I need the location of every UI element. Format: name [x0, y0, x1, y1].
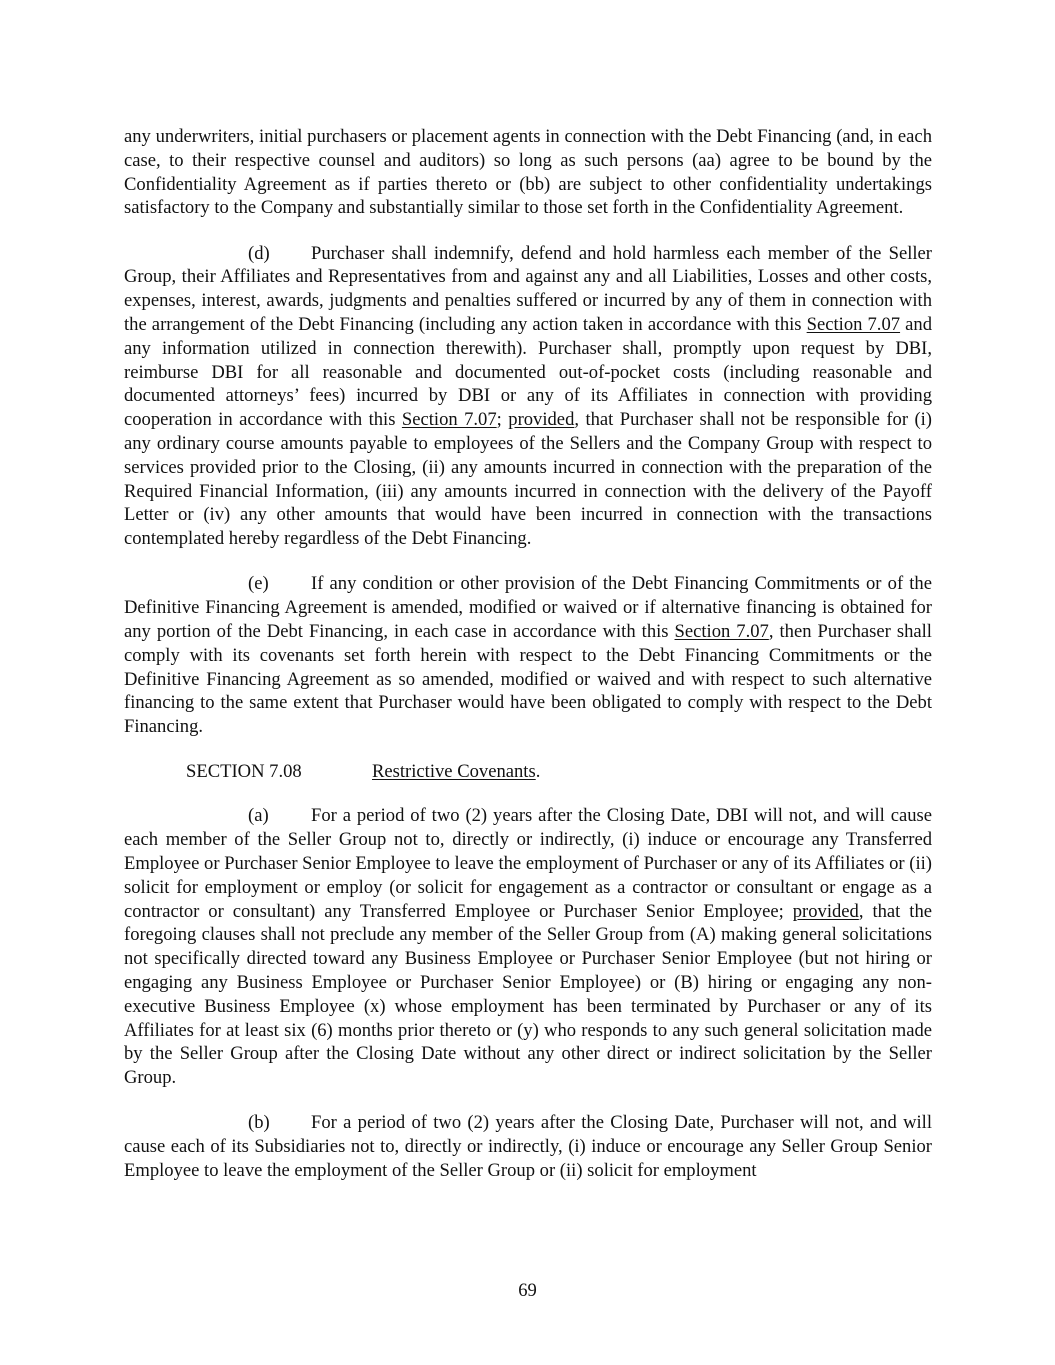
- section-title: Restrictive Covenants: [372, 761, 536, 783]
- paragraph-text: and any information utilized in connection therewith). Purchaser shall, promptly upon request by DBI, reimburse DBI for all reasonable and documented out-of-pocket costs (including reasonable and documented attorneys’ fees) incurred by DBI or any of its Affiliates in connection with providing cooperation in accordance with this: [124, 313, 933, 431]
- paragraph-text: ;: [496, 409, 509, 431]
- section-number: SECTION 7.08: [186, 761, 302, 783]
- paragraph-label: (b): [248, 1112, 270, 1134]
- paragraph-text: For a period of two (2) years after the Closing Date, DBI will not, and will cause each member of the Seller Group not to, directly or indirectly, (i) induce or encourage any Transferred Employee or Purchaser Senior Employee to leave the employment of Purchaser or any of its Affiliates or (ii) solicit for employment or employ (or solicit for engagement as a contractor or consultant or engage as a contractor or consultant) any Transferred Employee or Purchaser Senior Employee;: [124, 805, 932, 922]
- cross-reference: Section 7.07: [806, 313, 901, 335]
- paragraph-continuation: [124, 125, 932, 220]
- cross-reference: provided: [792, 900, 859, 922]
- cross-reference: Section 7.07: [674, 620, 769, 642]
- section-heading: [124, 760, 932, 784]
- paragraph-a: [124, 804, 932, 1090]
- paragraph-label: (e): [248, 573, 269, 595]
- paragraph-text: any underwriters, initial purchasers or placement agents in connection with the Debt Financing (and, in each case, to their respective counsel and auditors) so long as such persons (aa) agree to be bound by the Confidentiality Agreement as if parties thereto or (bb) are subject to other confidentiality undertakings satisfactory to the Company and substantially similar to those set forth in the Confidentiality Agreement.: [124, 126, 932, 219]
- paragraph-group-7-07: [124, 125, 932, 739]
- paragraph-text: , then Purchaser shall comply with its covenants set forth herein with respect to the Debt Financing Commitments or the Definitive Financing Agreement as so amended, modified or waived and with respect to such alternative financing to the same extent that Purchaser would have been obligated to comply with respect to the Debt Financing.: [124, 620, 932, 738]
- paragraph-b: [124, 1111, 932, 1182]
- paragraph-label: (a): [248, 805, 269, 827]
- paragraph-text: For a period of two (2) years after the Closing Date, Purchaser will not, and will cause each of its Subsidiaries not to, directly or indirectly, (i) induce or encourage any Seller Group Senior Employee to leave the employment of the Seller Group or (ii) solicit for employment: [124, 1112, 932, 1182]
- page-number: 69: [518, 1280, 537, 1301]
- cross-reference: provided: [508, 409, 575, 431]
- paragraph-text: , that the foregoing clauses shall not preclude any member of the Seller Group from (A) making general solicitations not specifically directed toward any Business Employee or Purchaser Senior Employee (but not hiring or engaging any Business Employee or Purchaser Senior Employee) or (B) hiring or engaging any non-executive Business Employee (x) whose employment has been terminated by Purchaser or any of its Affiliates for at least six (6) months prior thereto or (y) who responds to any such general solicitation made by the Seller Group after the Closing Date without any other direct or indirect solicitation by the Seller Group.: [124, 900, 932, 1089]
- paragraph-group-7-08: [124, 804, 932, 1182]
- paragraph-text: Purchaser shall indemnify, defend and hold harmless each member of the Seller Group, their Affiliates and Representatives from and against any and all Liabilities, Losses and other costs, expenses, interest, awards, judgments and penalties suffered or incurred by any of them in connection with the arrangement of the Debt Financing (including any action taken in accordance with this: [124, 242, 932, 335]
- section-period: .: [535, 761, 541, 783]
- paragraph-text: , that Purchaser shall not be responsible for (i) any ordinary course amounts payable to employees of the Sellers and the Company Group with respect to services provided prior to the Closing, (ii) any amounts incurred in connection with the preparation of the Required Financial Information, (iii) any amounts incurred in connection with the delivery of the Payoff Letter or (iv) any other amounts that would have been incurred in connection with the transactions contemplated hereby regardless of the Debt Financing.: [124, 409, 932, 550]
- cross-reference: Section 7.07: [401, 409, 497, 431]
- paragraph-text: If any condition or other provision of the Debt Financing Commitments or of the Definitive Financing Agreement is amended, modified or waived or if alternative financing is obtained for any portion of the Debt Financing, in each case in accordance with this: [124, 573, 932, 642]
- paragraph-label: (d): [248, 242, 270, 264]
- paragraph-d: [124, 242, 932, 551]
- document-page: [124, 125, 932, 1204]
- paragraph-e: [124, 572, 932, 739]
